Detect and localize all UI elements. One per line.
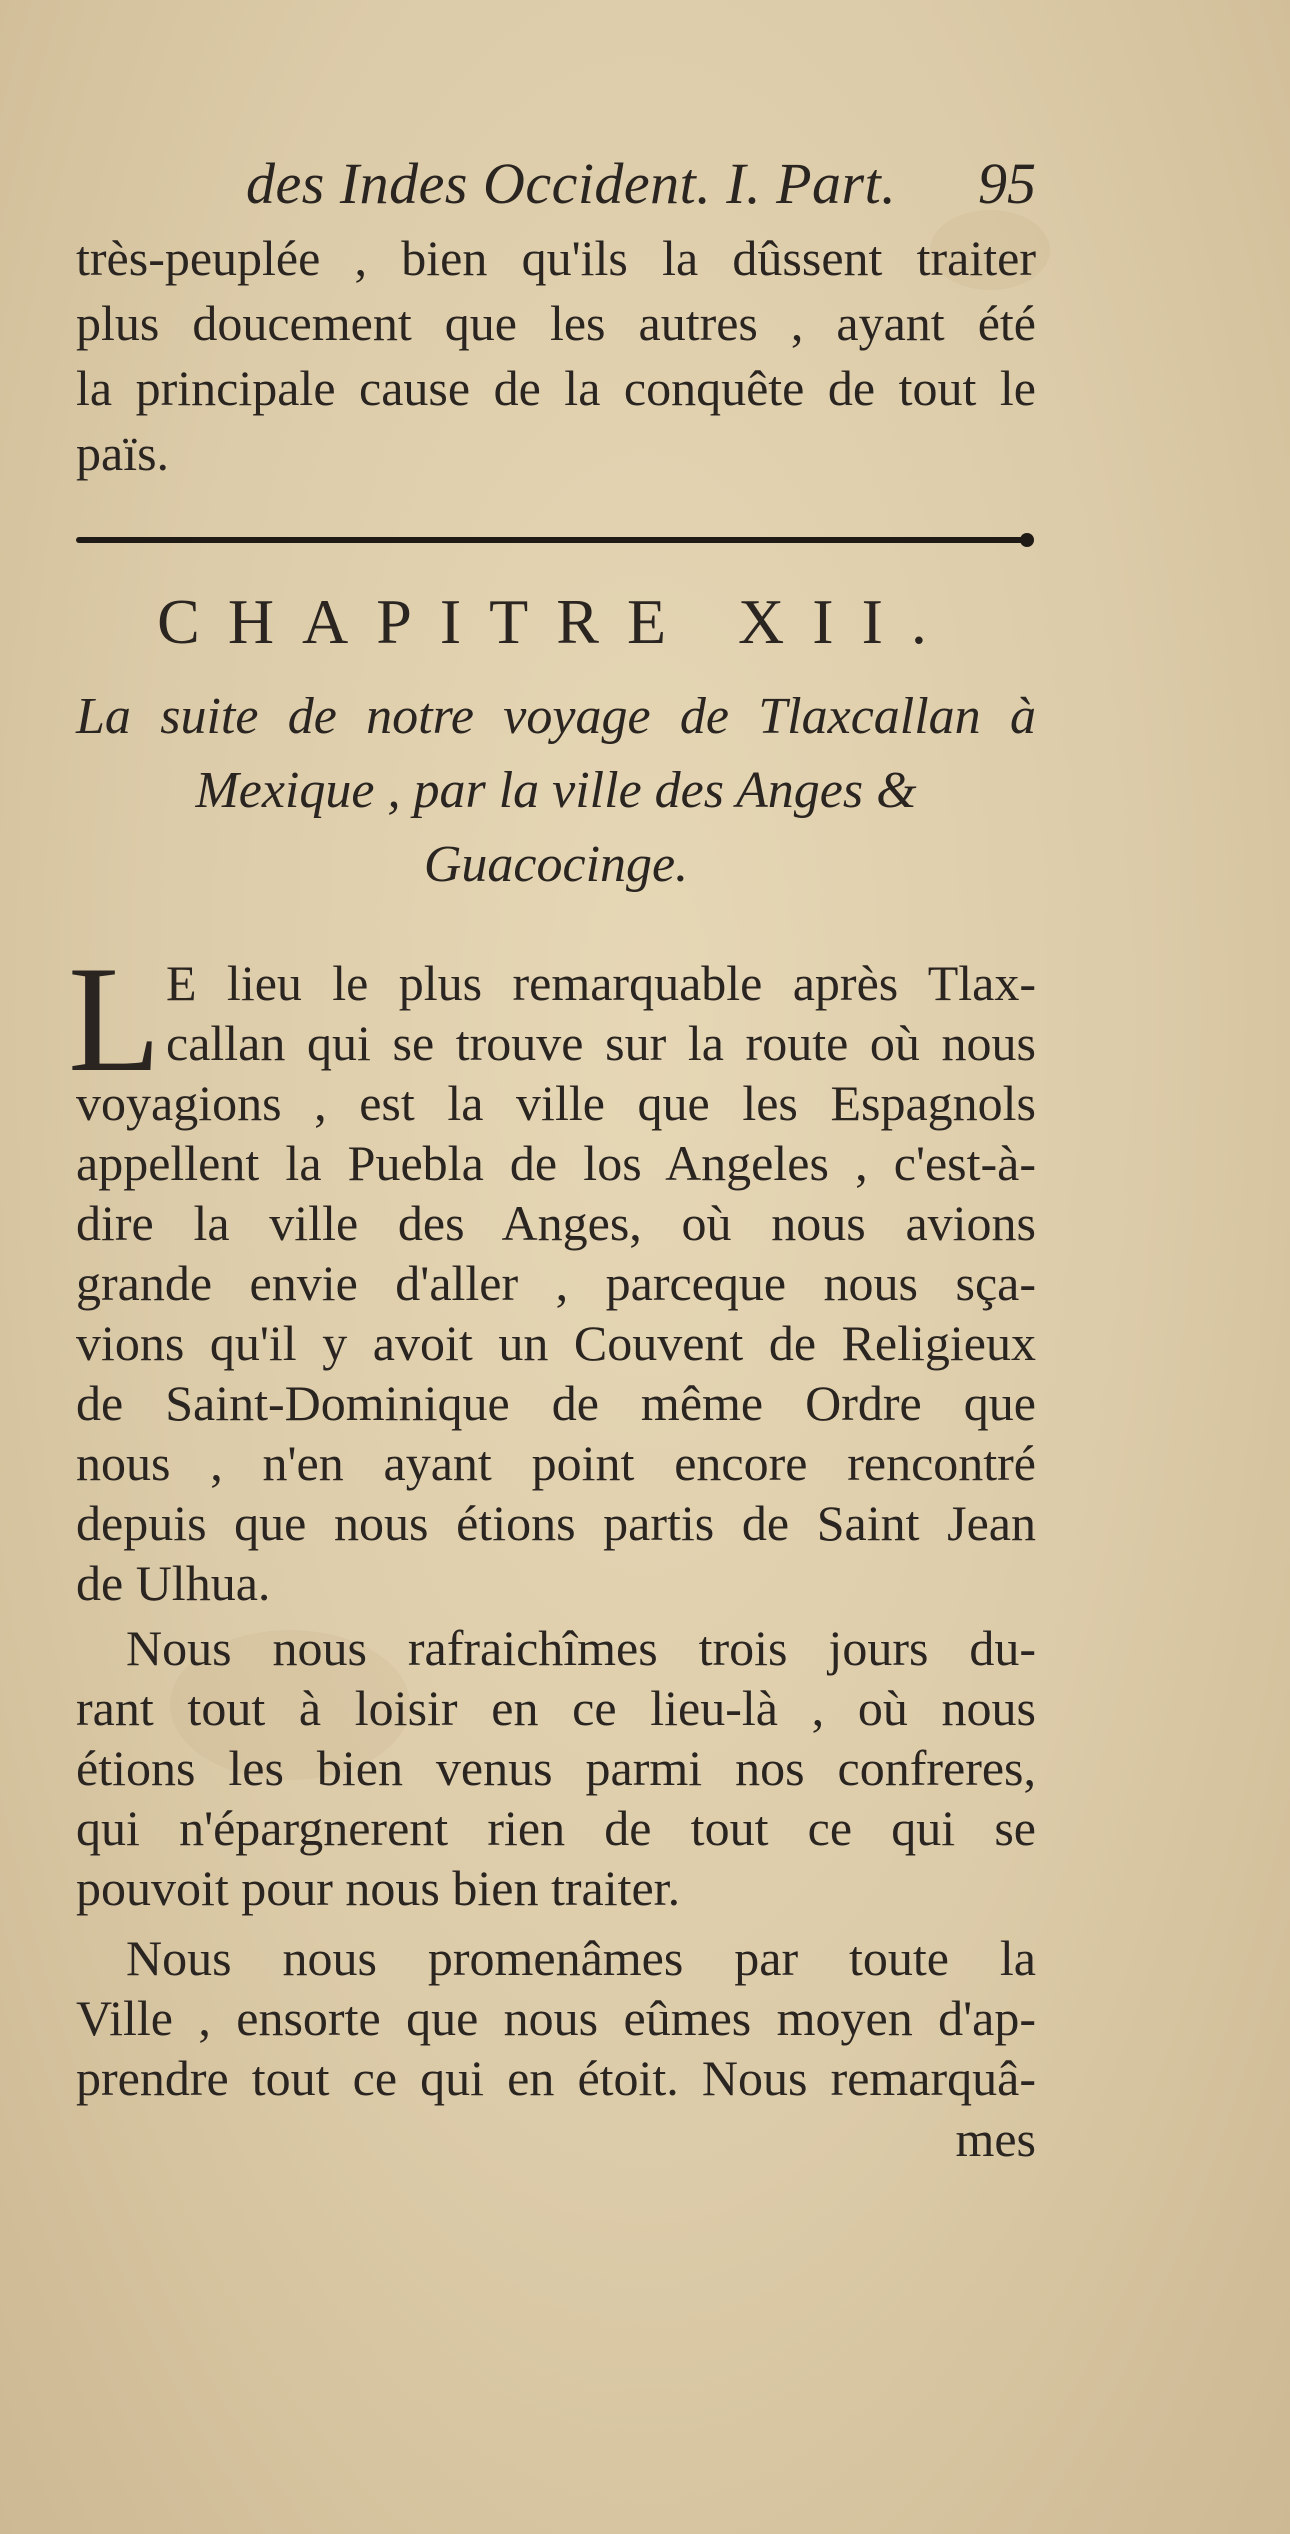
text-line: rant tout à loisir en ce lieu-là , où nous (76, 1680, 1036, 1736)
text-line: callan qui se trouve sur la route où nous (166, 1015, 1036, 1071)
text-line: grande envie d'aller , parceque nous sça- (76, 1255, 1036, 1311)
text-line: de Saint-Dominique de même Ordre que (76, 1375, 1036, 1431)
text-line: de Ulhua. (76, 1555, 271, 1611)
text-line: dire la ville des Anges, où nous avions (76, 1195, 1036, 1251)
text-line: Nous nous promenâmes par toute la (126, 1930, 1036, 1986)
running-title: des Indes Occident. I. Part. (246, 151, 897, 216)
text-line: nous , n'en ayant point encore rencontré (76, 1435, 1036, 1491)
section-rule (76, 537, 1026, 543)
chapter-heading: CHAPITRE XII. (157, 586, 955, 657)
text-line: Ville , ensorte que nous eûmes moyen d'ap- (76, 1990, 1036, 2046)
text-line: E lieu le plus remarquable après Tlax- (166, 955, 1036, 1011)
text-line: vions qu'il y avoit un Couvent de Religieux (76, 1315, 1036, 1371)
text-line: pouvoit pour nous bien traiter. (76, 1860, 681, 1916)
running-head (76, 150, 1036, 220)
text-line: païs. (76, 425, 170, 481)
text-line: qui n'épargnerent rien de tout ce qui se (76, 1800, 1036, 1856)
text-line: appellent la Puebla de los Angeles , c'est-à- (76, 1135, 1036, 1191)
text-line: la principale cause de la conquête de tout le (76, 360, 1036, 416)
text-line: depuis que nous étions partis de Saint Jean (76, 1495, 1036, 1551)
catchword: mes (955, 2111, 1036, 2167)
text-line: étions les bien venus parmi nos confreres, (76, 1740, 1036, 1796)
summary-line: La suite de notre voyage de Tlaxcallan à (76, 688, 1036, 745)
text-line: voyagions , est la ville que les Espagnols (76, 1075, 1036, 1131)
summary-line: Guacocinge. (423, 836, 689, 893)
text-line: très-peuplée , bien qu'ils la dûssent traiter (76, 230, 1036, 286)
summary-line: Mexique , par la ville des Anges & (195, 762, 917, 819)
text-line: Nous nous rafraichîmes trois jours du- (126, 1620, 1036, 1676)
text-line: plus doucement que les autres , ayant été (76, 295, 1036, 351)
text-line: prendre tout ce qui en étoit. Nous remarquâ- (76, 2050, 1036, 2106)
page-number: 95 (978, 151, 1036, 216)
drop-cap: L (68, 935, 161, 1103)
